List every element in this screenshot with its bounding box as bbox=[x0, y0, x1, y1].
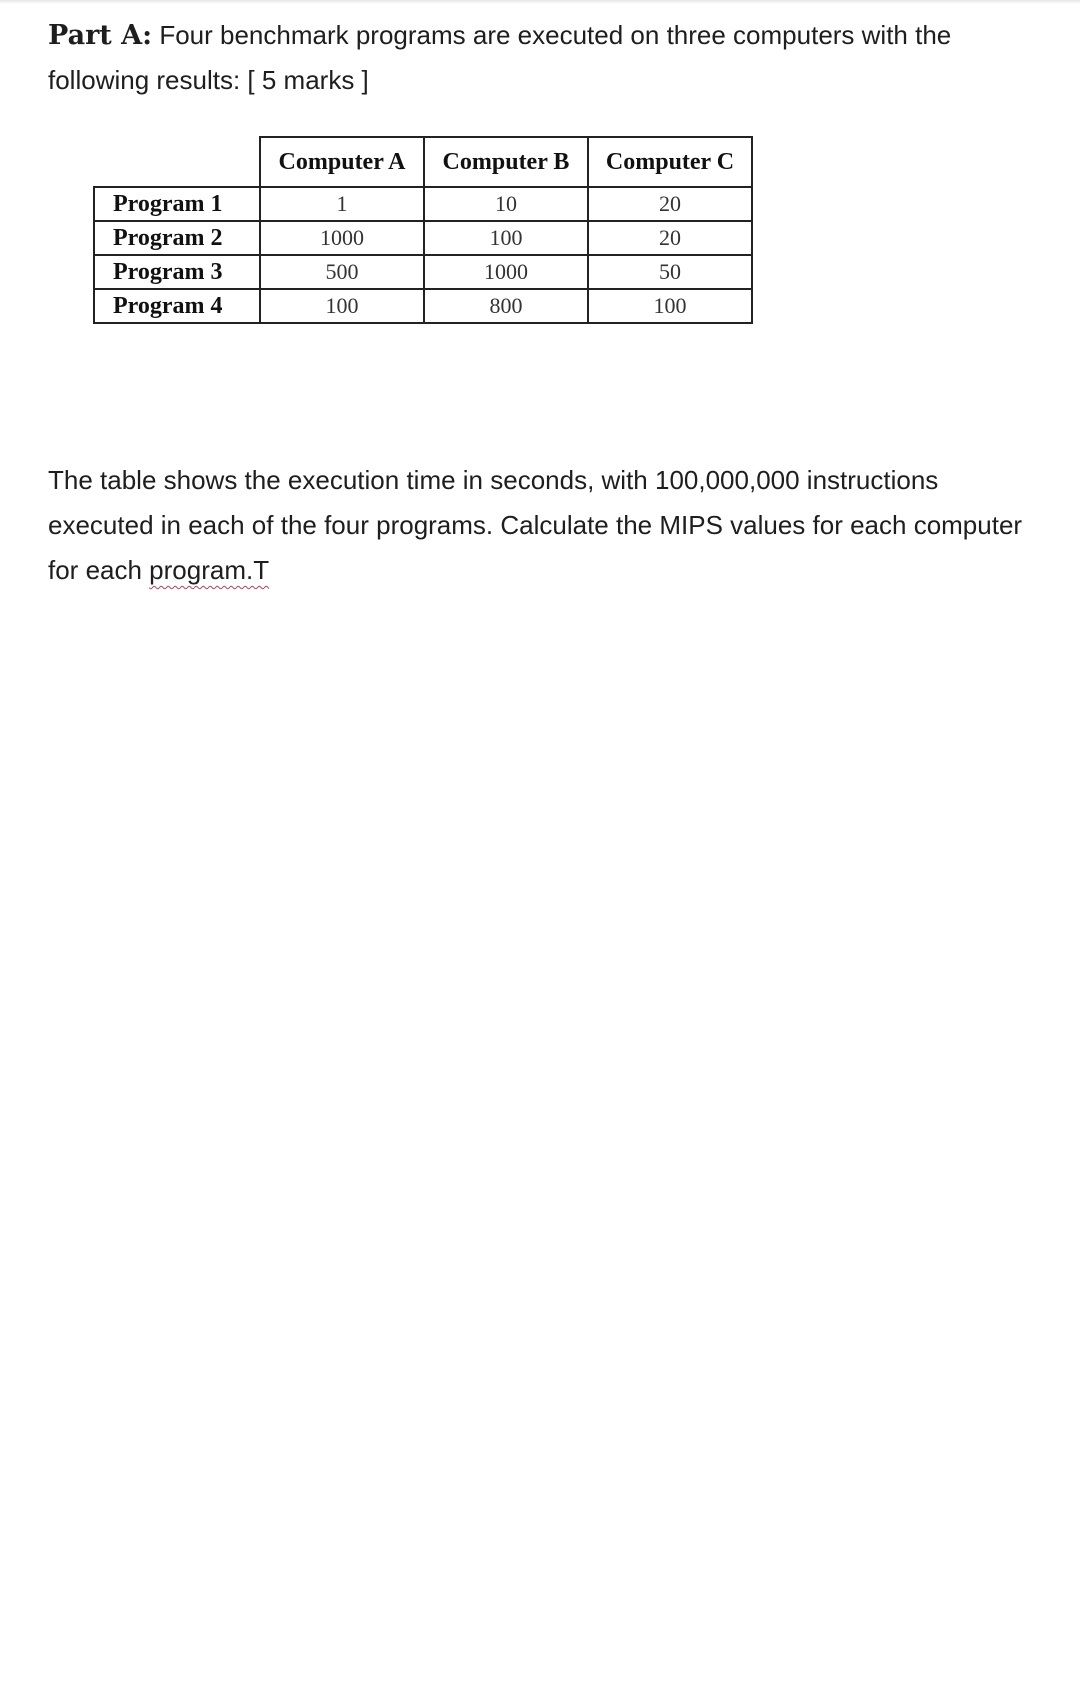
question-paragraph bbox=[48, 458, 1048, 593]
table-cell: 1 bbox=[260, 187, 424, 221]
table-cell: 800 bbox=[424, 289, 588, 323]
row-header-program-4: Program 4 bbox=[94, 289, 260, 323]
table-header-row bbox=[94, 137, 752, 187]
table-cell: 100 bbox=[588, 289, 752, 323]
table-row bbox=[94, 221, 752, 255]
table-cell: 1000 bbox=[260, 221, 424, 255]
row-header-program-2: Program 2 bbox=[94, 221, 260, 255]
table-cell: 50 bbox=[588, 255, 752, 289]
table-corner-cell bbox=[94, 137, 260, 187]
column-header-computer-a: Computer A bbox=[260, 137, 424, 187]
intro-paragraph bbox=[48, 13, 1048, 103]
question-text: The table shows the execution time in seconds, with 100,000,000 instructions executed in each of the four programs. Calculate the MIPS values for each computer for each bbox=[48, 465, 1023, 585]
row-header-program-1: Program 1 bbox=[94, 187, 260, 221]
table-cell: 20 bbox=[588, 221, 752, 255]
table-cell: 1000 bbox=[424, 255, 588, 289]
row-header-program-3: Program 3 bbox=[94, 255, 260, 289]
benchmark-table bbox=[93, 136, 753, 324]
top-edge-shadow bbox=[0, 0, 1080, 4]
table-cell: 500 bbox=[260, 255, 424, 289]
part-label: Part A: bbox=[48, 20, 153, 51]
table-row bbox=[94, 187, 752, 221]
table-cell: 10 bbox=[424, 187, 588, 221]
intro-text: Four benchmark programs are executed on three computers with the following results: [ 5 marks ] bbox=[48, 20, 952, 95]
table-cell: 100 bbox=[260, 289, 424, 323]
table-cell: 20 bbox=[588, 187, 752, 221]
table-cell: 100 bbox=[424, 221, 588, 255]
spellcheck-underlined-word: program.T bbox=[149, 555, 270, 585]
column-header-computer-c: Computer C bbox=[588, 137, 752, 187]
column-header-computer-b: Computer B bbox=[424, 137, 588, 187]
table-row bbox=[94, 289, 752, 323]
table-row bbox=[94, 255, 752, 289]
